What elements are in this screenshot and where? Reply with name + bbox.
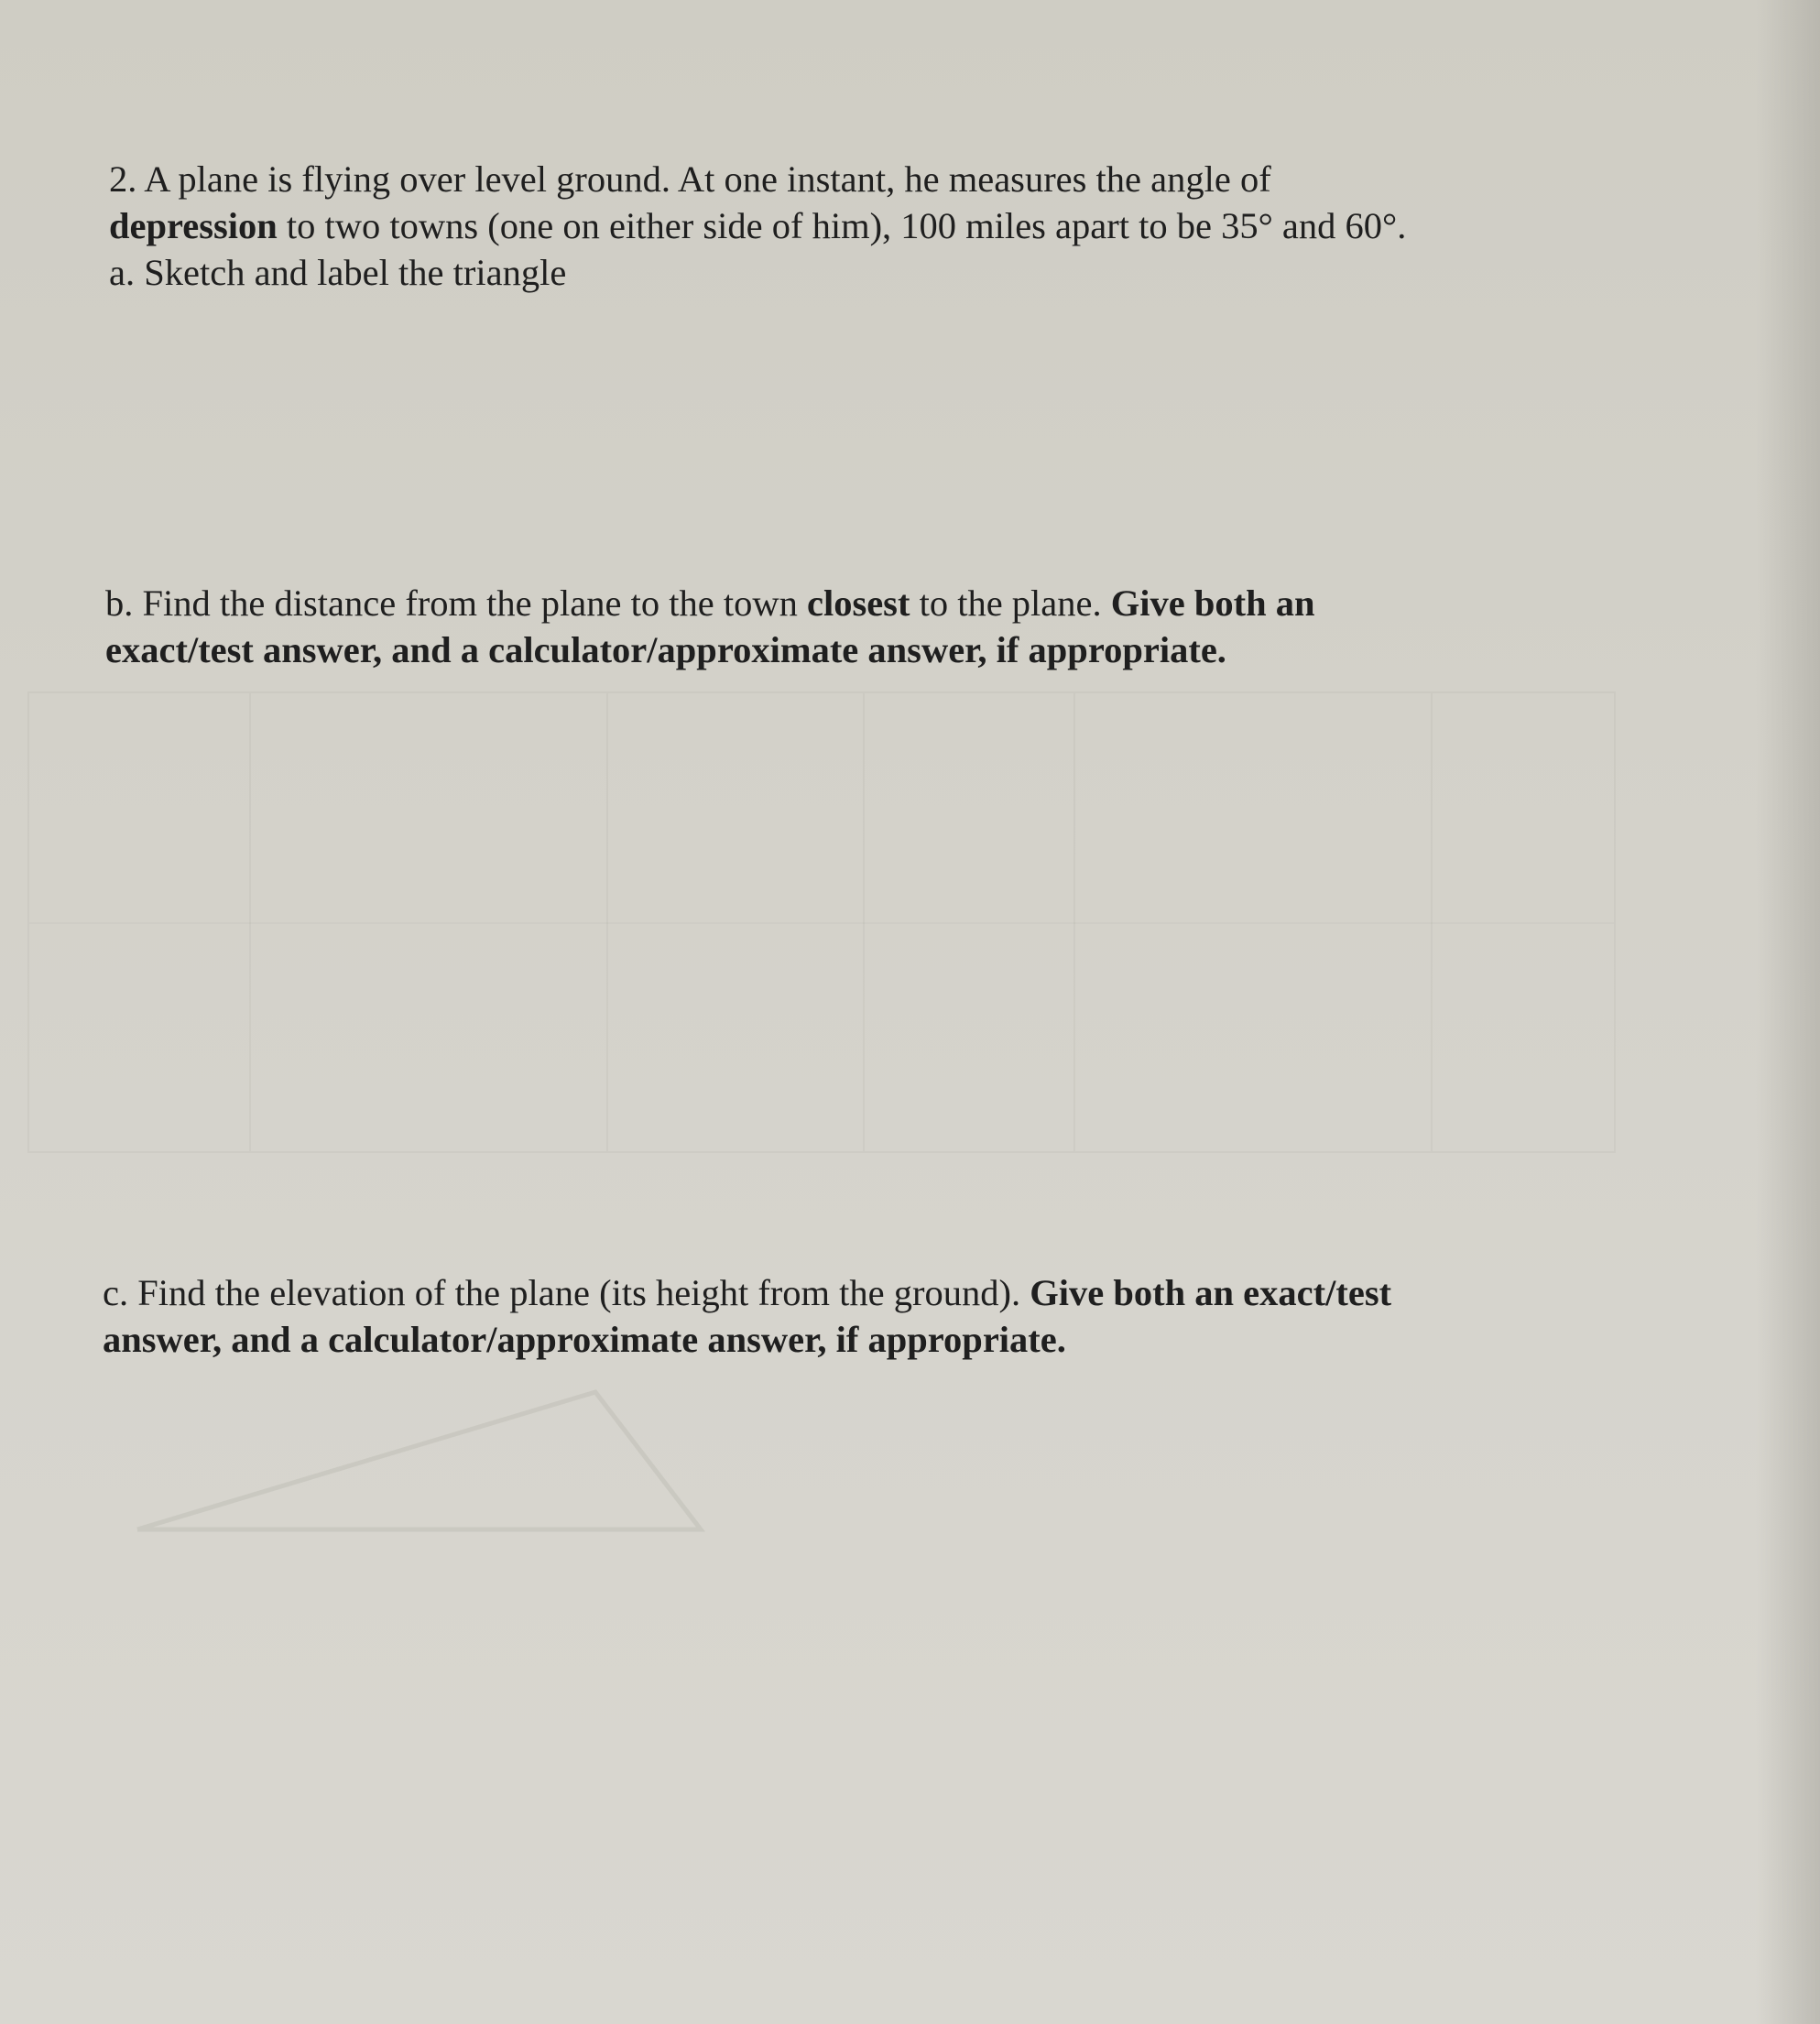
part-b-line-2: exact/test answer, and a calculator/approximate answer, if appropriate. bbox=[105, 629, 1226, 670]
question-2-intro bbox=[109, 156, 1406, 296]
part-b-instruction-start: Give both an bbox=[1110, 582, 1315, 624]
question-2-line-2 bbox=[109, 202, 1406, 249]
question-2-line-2-rest: to two towns (one on either side of him), 100 miles apart to be 35° and 60°. bbox=[277, 205, 1407, 246]
part-b-line-1 bbox=[105, 580, 1315, 626]
page-shadow bbox=[1756, 0, 1820, 2024]
part-b-line-1-mid: to the plane. bbox=[910, 582, 1111, 624]
part-c-instruction-start: Give both an exact/test bbox=[1030, 1272, 1392, 1313]
part-a-prompt: a. Sketch and label the triangle bbox=[109, 252, 567, 293]
closest-term: closest bbox=[806, 582, 910, 624]
part-b-line-1-pre: b. Find the distance from the plane to the town bbox=[105, 582, 807, 624]
depression-term: depression bbox=[109, 205, 278, 246]
part-c-prompt bbox=[103, 1269, 1391, 1363]
part-c-line-1-pre: c. Find the elevation of the plane (its height from the ground). bbox=[103, 1272, 1030, 1313]
part-b-prompt bbox=[105, 580, 1315, 673]
bleed-through-triangle bbox=[92, 1374, 751, 1612]
question-2-line-1: 2. A plane is flying over level ground. At one instant, he measures the angle of bbox=[109, 158, 1271, 200]
part-c-line-1 bbox=[103, 1269, 1391, 1316]
bleed-through-grid bbox=[27, 691, 1616, 1153]
part-c-line-2: answer, and a calculator/approximate answer, if appropriate. bbox=[103, 1319, 1066, 1360]
